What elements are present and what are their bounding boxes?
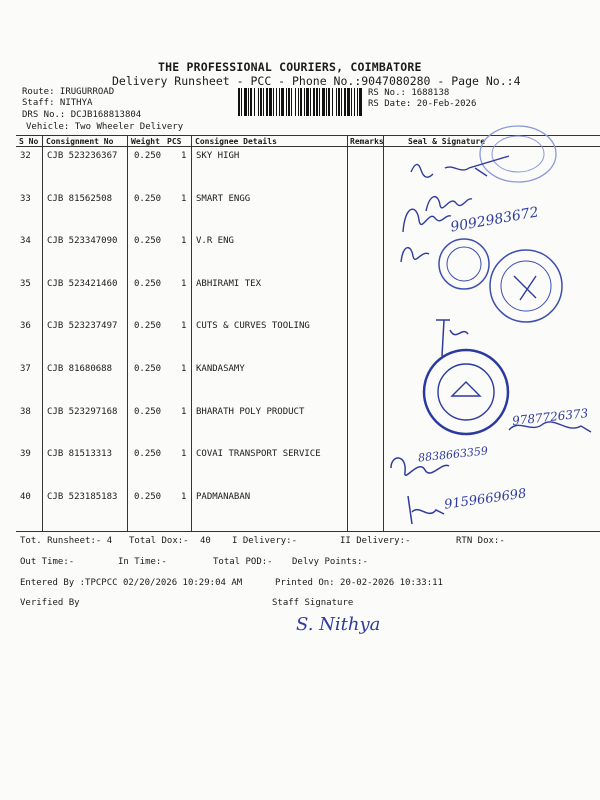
col-divider	[42, 135, 43, 531]
col-header-sno: S No	[19, 137, 39, 146]
barcode-bar	[263, 88, 264, 116]
barcode-bar	[300, 88, 302, 116]
row-sno: 40	[20, 491, 31, 502]
barcode-bar	[295, 88, 296, 116]
barcode-bar	[351, 88, 352, 116]
row-sno: 32	[20, 151, 31, 161]
staff-signature-handwritten: S. Nithya	[296, 614, 381, 635]
handwritten-phone: 8838663359	[417, 444, 489, 465]
verified-by: Verified By	[20, 598, 80, 608]
barcode-bar	[319, 88, 320, 116]
seal-stamp	[484, 246, 568, 326]
row-consignment-no: CJB 81562508	[47, 193, 113, 204]
barcode-bar	[354, 88, 355, 116]
staff-label: Staff: NITHYA	[22, 98, 93, 108]
col-divider	[383, 135, 384, 531]
row-consignment-no: CJB 523347090	[47, 236, 118, 247]
vehicle-label: Vehicle: Two Wheeler Delivery	[26, 122, 184, 132]
row-sno: 39	[20, 449, 31, 460]
barcode-bar	[291, 88, 292, 116]
barcode-bar	[357, 88, 358, 116]
entered-by: Entered By :TPCPCC 02/20/2026 10:29:04 AM	[20, 578, 243, 588]
barcode-bar	[310, 88, 311, 116]
row-sno: 36	[20, 321, 31, 332]
barcode-bar	[316, 88, 318, 116]
barcode-bar	[332, 88, 333, 116]
barcode-bar	[250, 88, 252, 116]
barcode-bar	[298, 88, 299, 116]
row-pcs: 1	[181, 321, 187, 332]
col-divider	[127, 135, 128, 531]
row-pcs: 1	[181, 406, 187, 417]
row-consignment-no: CJB 81513313	[47, 449, 113, 460]
handwritten-phone: 9787726373	[511, 406, 589, 428]
row-weight: 0.250	[134, 364, 162, 374]
row-consignee: CUTS & CURVES TOOLING	[196, 321, 310, 332]
row-consignee: SMART ENGG	[196, 193, 251, 204]
barcode-bar	[279, 88, 280, 116]
barcode-bar	[244, 88, 247, 116]
company-title: THE PROFESSIONAL COURIERS, COIMBATORE	[158, 60, 422, 74]
handwritten-phone: 9159669698	[443, 486, 528, 513]
signature-scribble	[428, 312, 478, 362]
barcode-bar	[258, 88, 259, 116]
table-bottom-border	[16, 531, 600, 532]
route-label: Route: IRUGURROAD	[22, 87, 115, 97]
row-weight: 0.250	[134, 491, 162, 502]
row-weight: 0.250	[134, 449, 162, 460]
barcode-bar	[238, 88, 240, 116]
barcode-bar	[359, 88, 362, 116]
handwritten-phone: 9092983672	[449, 204, 540, 236]
total-pod: Total POD:-	[213, 557, 273, 567]
row-sno: 33	[20, 193, 31, 204]
barcode-bar	[248, 88, 249, 116]
row-pcs: 1	[181, 193, 187, 204]
col-header-weight: Weight	[131, 137, 160, 146]
row-weight: 0.250	[134, 278, 162, 289]
row-pcs: 1	[181, 151, 187, 161]
row-consignment-no: CJB 523421460	[47, 278, 118, 289]
in-time: In Time:-	[118, 557, 167, 567]
row-weight: 0.250	[134, 406, 162, 417]
col-divider	[347, 135, 348, 531]
barcode-bar	[341, 88, 342, 116]
col-header-consignee: Consignee Details	[195, 137, 277, 146]
barcode-bar	[344, 88, 346, 116]
rs-number: RS No.: 1688138	[368, 88, 450, 98]
rtn-dox: RTN Dox:-	[456, 536, 505, 546]
row-pcs: 1	[181, 236, 187, 247]
col-divider	[191, 135, 192, 531]
row-consignee: COVAI TRANSPORT SERVICE	[196, 449, 321, 460]
delvy-points: Delvy Points:-	[292, 557, 368, 567]
barcode-bar	[313, 88, 315, 116]
barcode-bar	[306, 88, 309, 116]
row-weight: 0.250	[134, 193, 162, 204]
signature-scribble	[405, 150, 515, 185]
row-consignee: PADMANABAN	[196, 491, 251, 502]
barcode-bar	[241, 88, 242, 116]
row-sno: 38	[20, 406, 31, 417]
out-time: Out Time:-	[20, 557, 75, 567]
total-dox-value: 40	[200, 536, 211, 546]
row-consignee: ABHIRAMI TEX	[196, 278, 262, 289]
barcode-bar	[260, 88, 262, 116]
row-consignment-no: CJB 523297168	[47, 406, 118, 417]
row-pcs: 1	[181, 278, 187, 289]
row-pcs: 1	[181, 449, 187, 460]
staff-signature-label: Staff Signature	[272, 598, 354, 608]
i-delivery: I Delivery:-	[232, 536, 298, 546]
col-header-seal-signature: Seal & Signature	[408, 137, 486, 146]
row-consignee: V.R ENG	[196, 236, 234, 247]
row-weight: 0.250	[134, 151, 162, 161]
row-consignment-no: CJB 523237497	[47, 321, 118, 332]
row-consignment-no: CJB 523185183	[47, 491, 118, 502]
total-dox-label: Total Dox:-	[129, 536, 189, 546]
col-header-remarks: Remarks	[350, 137, 384, 146]
runsheet-subtitle: Delivery Runsheet - PCC - Phone No.:9047080280 - Page No.:4	[112, 74, 521, 88]
col-header-consignment: Consignment No	[46, 137, 114, 146]
barcode-bar	[338, 88, 340, 116]
signature-scribble	[395, 238, 435, 268]
printed-on: Printed On: 20-02-2026 10:33:11	[275, 578, 443, 588]
barcode-bar	[276, 88, 277, 116]
signature-scribble	[400, 490, 450, 530]
barcode-bar	[266, 88, 268, 116]
barcode-bar	[286, 88, 287, 116]
row-consignment-no: CJB 81680688	[47, 364, 113, 374]
row-consignment-no: CJB 523236367	[47, 151, 118, 161]
barcode-bar	[288, 88, 290, 116]
row-sno: 34	[20, 236, 31, 247]
row-consignee: SKY HIGH	[196, 151, 240, 161]
barcode-bar	[326, 88, 327, 116]
row-pcs: 1	[181, 364, 187, 374]
row-weight: 0.250	[134, 321, 162, 332]
row-pcs: 1	[181, 491, 187, 502]
ii-delivery: II Delivery:-	[340, 536, 411, 546]
row-sno: 37	[20, 364, 31, 374]
drs-number: DRS No.: DCJB168813804	[22, 110, 142, 120]
barcode-bar	[304, 88, 305, 116]
barcode-bar	[273, 88, 274, 116]
barcode-bar	[336, 88, 337, 116]
barcode-bar	[322, 88, 325, 116]
barcode-bar	[281, 88, 284, 116]
barcode-bar	[269, 88, 272, 116]
signature-scribble	[395, 198, 455, 240]
rs-date: RS Date: 20-Feb-2026	[368, 99, 477, 109]
barcode-image	[236, 88, 364, 116]
barcode-bar	[347, 88, 350, 116]
tot-runsheet: Tot. Runsheet:- 4	[20, 536, 113, 546]
row-weight: 0.250	[134, 236, 162, 247]
row-sno: 35	[20, 278, 31, 289]
col-header-pcs: PCS	[167, 137, 182, 146]
row-consignee: BHARATH POLY PRODUCT	[196, 406, 305, 417]
barcode-bar	[328, 88, 330, 116]
row-consignee: KANDASAMY	[196, 364, 245, 374]
barcode-bar	[254, 88, 255, 116]
